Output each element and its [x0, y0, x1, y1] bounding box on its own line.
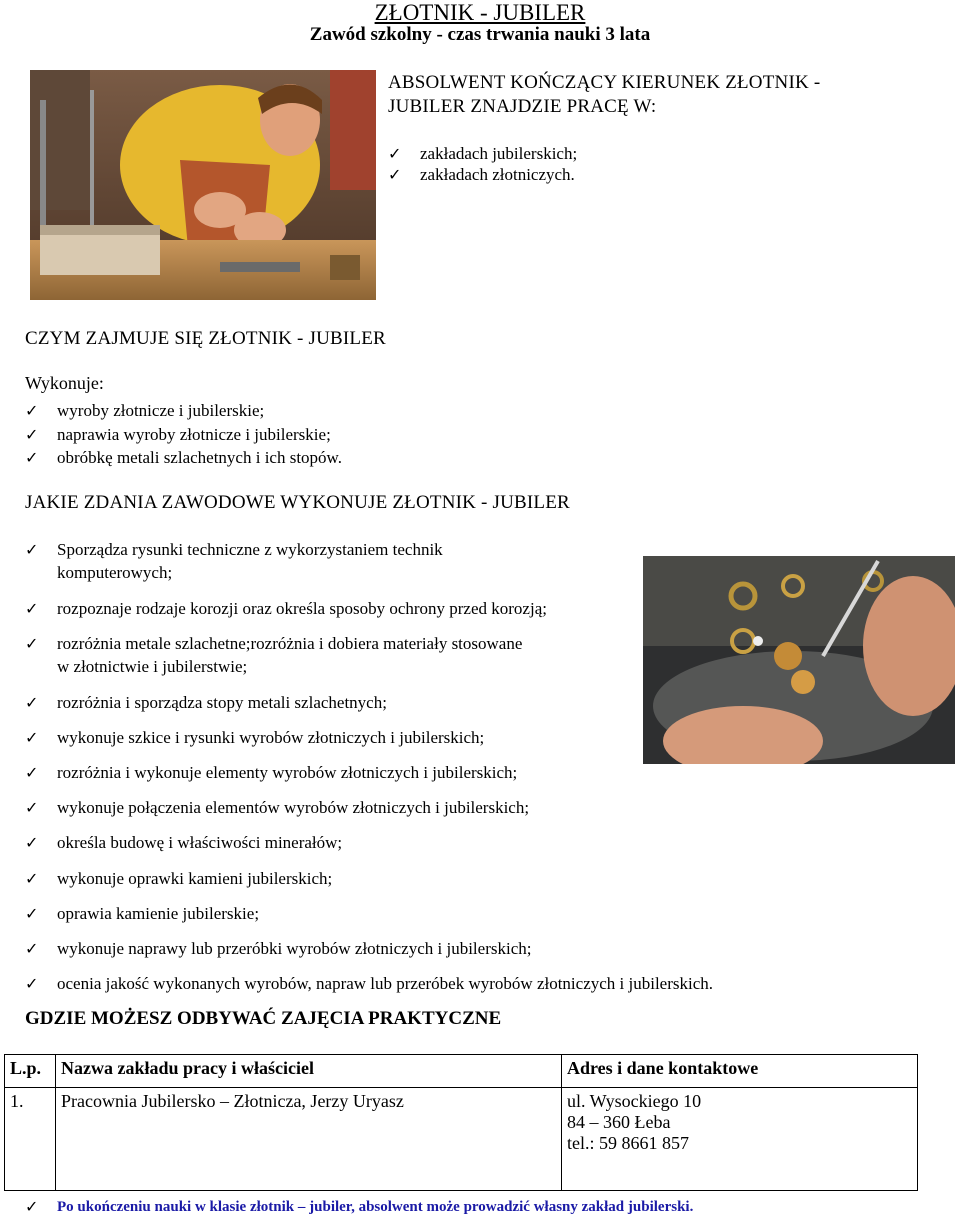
check-icon: ✓ — [25, 869, 39, 888]
address-phone: tel.: 59 8661 857 — [567, 1133, 689, 1153]
jewelry-photo — [643, 556, 955, 764]
about-intro: Wykonuje: — [25, 373, 104, 393]
check-icon: ✓ — [25, 448, 39, 467]
check-icon: ✓ — [25, 728, 39, 747]
workplace-name: Pracownia Jubilersko – Złotnicza, Jerzy Uryasz — [56, 1088, 562, 1191]
check-icon: ✓ — [25, 693, 39, 712]
column-header: Nazwa zakładu pracy i właściciel — [56, 1055, 562, 1088]
practice-table — [4, 1054, 918, 1191]
check-icon: ✓ — [25, 833, 39, 852]
check-icon: ✓ — [25, 798, 39, 817]
column-header: L.p. — [5, 1055, 56, 1088]
address-city: 84 – 360 Łeba — [567, 1112, 671, 1132]
check-icon: ✓ — [25, 904, 39, 923]
check-icon: ✓ — [25, 425, 39, 444]
table-header-row — [5, 1055, 918, 1088]
page-subtitle: Zawód szkolny - czas trwania nauki 3 lata — [309, 24, 651, 45]
tasks-heading: JAKIE ZDANIA ZAWODOWE WYKONUJE ZŁOTNIK - JUBILER — [25, 492, 570, 513]
check-icon: ✓ — [25, 1197, 39, 1216]
table-row — [5, 1088, 918, 1191]
check-icon: ✓ — [388, 165, 402, 184]
check-icon: ✓ — [25, 763, 39, 782]
row-number: 1. — [5, 1088, 56, 1191]
check-icon: ✓ — [25, 401, 39, 420]
check-icon: ✓ — [25, 974, 39, 993]
check-icon: ✓ — [25, 540, 39, 559]
footer-note: Po ukończeniu nauki w klasie złotnik – jubiler, absolwent może prowadzić własny zakład jubilerski. — [57, 1199, 694, 1215]
about-heading: CZYM ZAJMUJE SIĘ ZŁOTNIK - JUBILER — [25, 328, 386, 349]
graduate-heading-line1: ABSOLWENT KOŃCZĄCY KIERUNEK ZŁOTNIK - — [388, 72, 821, 93]
practice-heading: GDZIE MOŻESZ ODBYWAĆ ZAJĘCIA PRAKTYCZNE — [25, 1008, 502, 1029]
page-title: ZŁOTNIK - JUBILER — [374, 0, 586, 25]
check-icon: ✓ — [25, 599, 39, 618]
check-icon: ✓ — [388, 144, 402, 163]
address-street: ul. Wysockiego 10 — [567, 1091, 702, 1111]
goldsmith-photo — [30, 70, 376, 300]
column-header: Adres i dane kontaktowe — [562, 1055, 918, 1088]
workplace-address — [562, 1088, 918, 1191]
check-icon: ✓ — [25, 634, 39, 653]
graduate-heading-line2: JUBILER ZNAJDZIE PRACĘ W: — [388, 96, 657, 117]
check-icon: ✓ — [25, 939, 39, 958]
